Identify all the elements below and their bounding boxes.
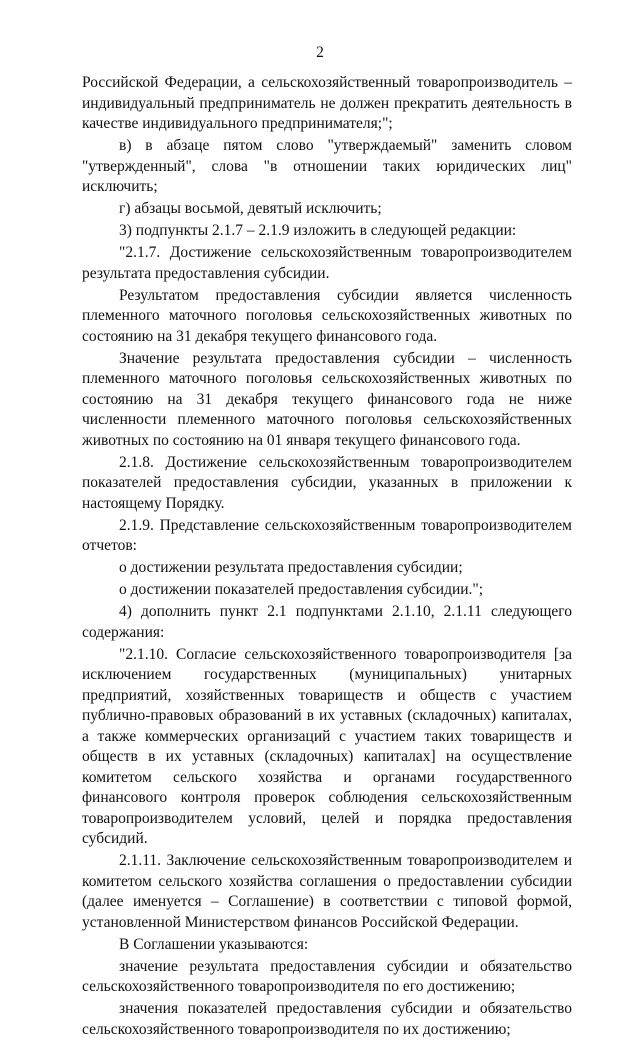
document-body [82, 73, 572, 1042]
paragraph: о достижении результата предоставления субсидии; [119, 559, 463, 576]
paragraph: 2.1.11. Заключение сельскохозяйственным товаропроизводителем и комитетом сельского хозяйства соглашения о предоставлении субсидии (далее именуется – Соглашение) в соответствии с типовой формой, установленной Министерством финансов Российской Федерации. [82, 852, 572, 931]
paragraph: Значение результата предоставления субсидии – численность племенного маточного поголовья сельскохозяйственных животных по состоянию на 31 декабря текущего финансового года не ниже численности племенного маточного поголовья сельскохозяйственных животных по состоянию на 01 января текущего финансового года. [82, 349, 572, 449]
paragraph: В Соглашении указываются: [119, 935, 309, 953]
paragraph: "2.1.7. Достижение сельскохозяйственным товаропроизводителем результата предоставления субсидии. [82, 244, 572, 282]
paragraph: значение результата предоставления субсидии и обязательство сельскохозяйственного товаропроизводителя по его достижению; [82, 957, 572, 995]
paragraph: в) в абзаце пятом слово "утверждаемый" заменить словом "утвержденный", слова "в отношении таких юридических лиц" исключить; [82, 137, 572, 195]
paragraph: Российской Федерации, а сельскохозяйственный товаропроизводитель – индивидуальный предприниматель не должен прекратить деятельность в качестве индивидуального предпринимателя;"; [82, 74, 572, 132]
paragraph: "2.1.10. Согласие сельскохозяйственного товаропроизводителя [за исключением государственных (муниципальных) унитарных предприятий, хозяйственных товариществ и обществ с участием публично-правовых образований в их уставных (складочных) капиталах, а также коммерческих организаций с участием таких товариществ и обществ в их уставных (складочных) капиталах] на осуществление комитетом сельского хозяйства и органами государственного финансового контроля проверок соблюдения сельскохозяйственным товаропроизводителем условий, целей и порядка предоставления субсидий. [82, 645, 572, 847]
paragraph: 2.1.9. Представление сельскохозяйственным товаропроизводителем отчетов: [82, 516, 572, 554]
paragraph: о достижении показателей предоставления субсидии."; [119, 581, 484, 598]
paragraph: 4) дополнить пункт 2.1 подпунктами 2.1.10, 2.1.11 следующего содержания: [82, 603, 572, 641]
paragraph: 2.1.8. Достижение сельскохозяйственным товаропроизводителем показателей предоставления субсидии, указанных в приложении к настоящему Порядку. [82, 453, 572, 512]
paragraph: значения показателей предоставления субсидии и обязательство сельскохозяйственного товаропроизводителя по их достижению; [82, 1000, 572, 1038]
page-number: 2 [316, 44, 324, 61]
paragraph: г) абзацы восьмой, девятый исключить; [119, 200, 382, 217]
paragraph: 3) подпункты 2.1.7 – 2.1.9 изложить в следующей редакции: [119, 222, 517, 239]
paragraph: Результатом предоставления субсидии является численность племенного маточного поголовья сельскохозяйственных животных по состоянию на 31 декабря текущего финансового года. [82, 286, 572, 345]
